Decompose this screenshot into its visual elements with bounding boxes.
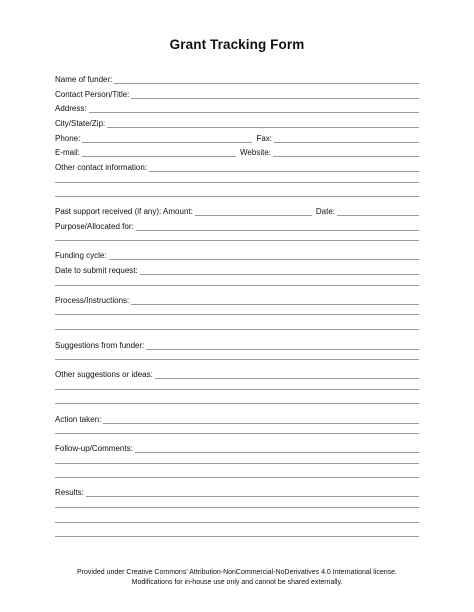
- funding-cycle-label: Funding cycle:: [55, 251, 107, 260]
- purpose-label: Purpose/Allocated for:: [55, 222, 134, 231]
- license-line-2: Modifications for in-house use only and cannot be shared externally.: [131, 578, 343, 586]
- name-of-funder-field[interactable]: [114, 74, 419, 84]
- action-taken-row: [55, 413, 419, 424]
- contact-person-row: [55, 88, 419, 99]
- follow-up-extra-line[interactable]: [55, 463, 419, 464]
- contact-person-field[interactable]: [131, 89, 419, 99]
- results-field[interactable]: [86, 487, 419, 497]
- contact-person-label: Contact Person/Title:: [55, 90, 130, 99]
- funding-cycle-field[interactable]: [109, 250, 419, 260]
- other-contact-extra-line[interactable]: [55, 196, 419, 197]
- process-extra-line[interactable]: [55, 314, 419, 315]
- other-suggestions-label: Other suggestions or ideas:: [55, 370, 153, 379]
- email-field[interactable]: [82, 147, 236, 157]
- date-to-submit-row: [55, 264, 419, 275]
- action-taken-label: Action taken:: [55, 415, 102, 424]
- date-to-submit-extra-line[interactable]: [55, 285, 419, 286]
- past-support-row: [55, 205, 419, 216]
- address-row: [55, 102, 419, 113]
- date-to-submit-label: Date to submit request:: [55, 266, 138, 275]
- date-field[interactable]: [337, 206, 419, 216]
- other-contact-extra-line[interactable]: [55, 182, 419, 183]
- form-title: Grant Tracking Form: [169, 37, 305, 52]
- fax-field[interactable]: [274, 133, 419, 143]
- results-label: Results:: [55, 488, 84, 497]
- action-taken-field[interactable]: [103, 414, 419, 424]
- process-field[interactable]: [131, 295, 419, 305]
- other-contact-label: Other contact information:: [55, 163, 148, 172]
- follow-up-row: [55, 442, 419, 453]
- city-state-zip-label: City/State/Zip:: [55, 119, 106, 128]
- license-footer: [0, 568, 474, 587]
- purpose-field[interactable]: [136, 221, 419, 231]
- purpose-row: [55, 220, 419, 231]
- other-contact-row: [55, 161, 419, 172]
- phone-fax-row: [55, 132, 419, 143]
- process-row: [55, 294, 419, 305]
- website-field[interactable]: [273, 147, 419, 157]
- city-state-zip-field[interactable]: [107, 118, 419, 128]
- license-line-1: Provided under Creative Commons' Attribution-NonCommercial-NoDerivatives 4.0 International license.: [77, 569, 397, 576]
- funding-cycle-row: [55, 249, 419, 260]
- follow-up-field[interactable]: [135, 443, 419, 453]
- name-of-funder-label: Name of funder:: [55, 75, 113, 84]
- name-of-funder-row: [55, 73, 419, 84]
- amount-field[interactable]: [195, 206, 312, 216]
- suggestions-funder-extra-line[interactable]: [55, 359, 419, 360]
- other-suggestions-extra-line[interactable]: [55, 403, 419, 404]
- results-extra-line[interactable]: [55, 536, 419, 537]
- process-extra-line[interactable]: [55, 329, 419, 330]
- results-row: [55, 486, 419, 497]
- action-taken-extra-line[interactable]: [55, 433, 419, 434]
- email-website-row: [55, 146, 419, 157]
- city-state-zip-row: [55, 117, 419, 128]
- email-label: E-mail:: [55, 148, 80, 157]
- results-extra-line[interactable]: [55, 522, 419, 523]
- suggestions-funder-label: Suggestions from funder:: [55, 341, 145, 350]
- suggestions-funder-field[interactable]: [146, 340, 419, 350]
- fax-label: Fax:: [256, 134, 272, 143]
- address-label: Address:: [55, 104, 87, 113]
- date-to-submit-field[interactable]: [140, 265, 419, 275]
- address-field[interactable]: [89, 103, 419, 113]
- follow-up-extra-line[interactable]: [55, 477, 419, 478]
- website-label: Website:: [240, 148, 271, 157]
- phone-label: Phone:: [55, 134, 81, 143]
- results-extra-line[interactable]: [55, 507, 419, 508]
- purpose-extra-line[interactable]: [55, 240, 419, 241]
- process-label: Process/Instructions:: [55, 296, 130, 305]
- other-contact-field[interactable]: [149, 162, 419, 172]
- other-suggestions-field[interactable]: [155, 369, 419, 379]
- suggestions-funder-row: [55, 339, 419, 350]
- phone-field[interactable]: [82, 133, 252, 143]
- past-support-amount-label: Past support received (if any): Amount:: [55, 207, 193, 216]
- other-suggestions-row: [55, 368, 419, 379]
- follow-up-label: Follow-up/Comments:: [55, 444, 133, 453]
- date-label: Date:: [315, 207, 335, 216]
- other-suggestions-extra-line[interactable]: [55, 389, 419, 390]
